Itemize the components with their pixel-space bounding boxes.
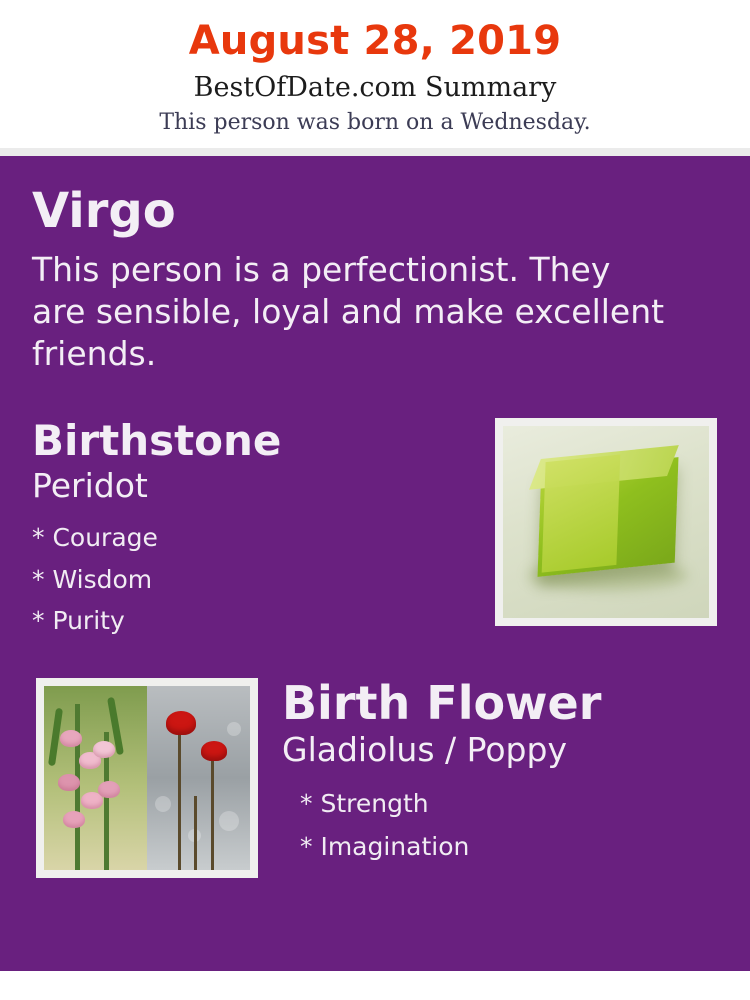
birthflower-text [282,675,718,868]
header [0,0,750,148]
gladiolus-bloom [58,774,80,791]
gladiolus-bloom [63,811,85,828]
birth-weekday-note: This person was born on a Wednesday. [159,110,591,136]
poppy-stem [178,726,181,870]
bokeh-dot [155,796,171,812]
gladiolus-bloom [60,730,82,747]
list-item: * Strength [300,788,429,818]
peridot-photo-inner [503,426,709,618]
header-divider [0,148,750,156]
flower-photo-inner [44,686,250,870]
birthflower-attribute-list [282,782,718,868]
birthstone-section [0,415,750,648]
content-panel [0,156,750,971]
birthflower-name: Gladiolus / Poppy [282,730,567,770]
list-item: * Courage [32,523,158,553]
poppy-stem [211,759,214,869]
zodiac-description: This person is a perfectionist. They are sensible, loyal and make excellent friends. [32,249,665,374]
flower-image [36,678,258,878]
birthstone-title: Birthstone [32,415,282,465]
list-item: * Imagination [300,831,470,861]
poppy-bloom [201,741,227,761]
page-title: August 28, 2019 [188,18,562,64]
bokeh-dot [219,811,239,831]
birthstone-name: Peridot [32,465,148,505]
site-summary-label: BestOfDate.com Summary [193,72,557,103]
birthflower-title: Birth Flower [282,675,602,730]
list-item: * Purity [32,605,125,635]
gladiolus-photo-half [44,686,147,870]
poppy-stem [194,796,197,870]
poppy-bloom [166,711,196,735]
birthflower-section [0,675,750,908]
zodiac-section [0,184,750,376]
crystal-front-facet [542,455,621,574]
zodiac-sign-name: Virgo [32,182,176,239]
list-item: * Wisdom [32,564,153,594]
gladiolus-bloom [98,781,120,798]
peridot-image [495,418,717,626]
bokeh-dot [227,722,241,736]
poppy-photo-half [147,686,250,870]
gladiolus-bloom [93,741,115,758]
